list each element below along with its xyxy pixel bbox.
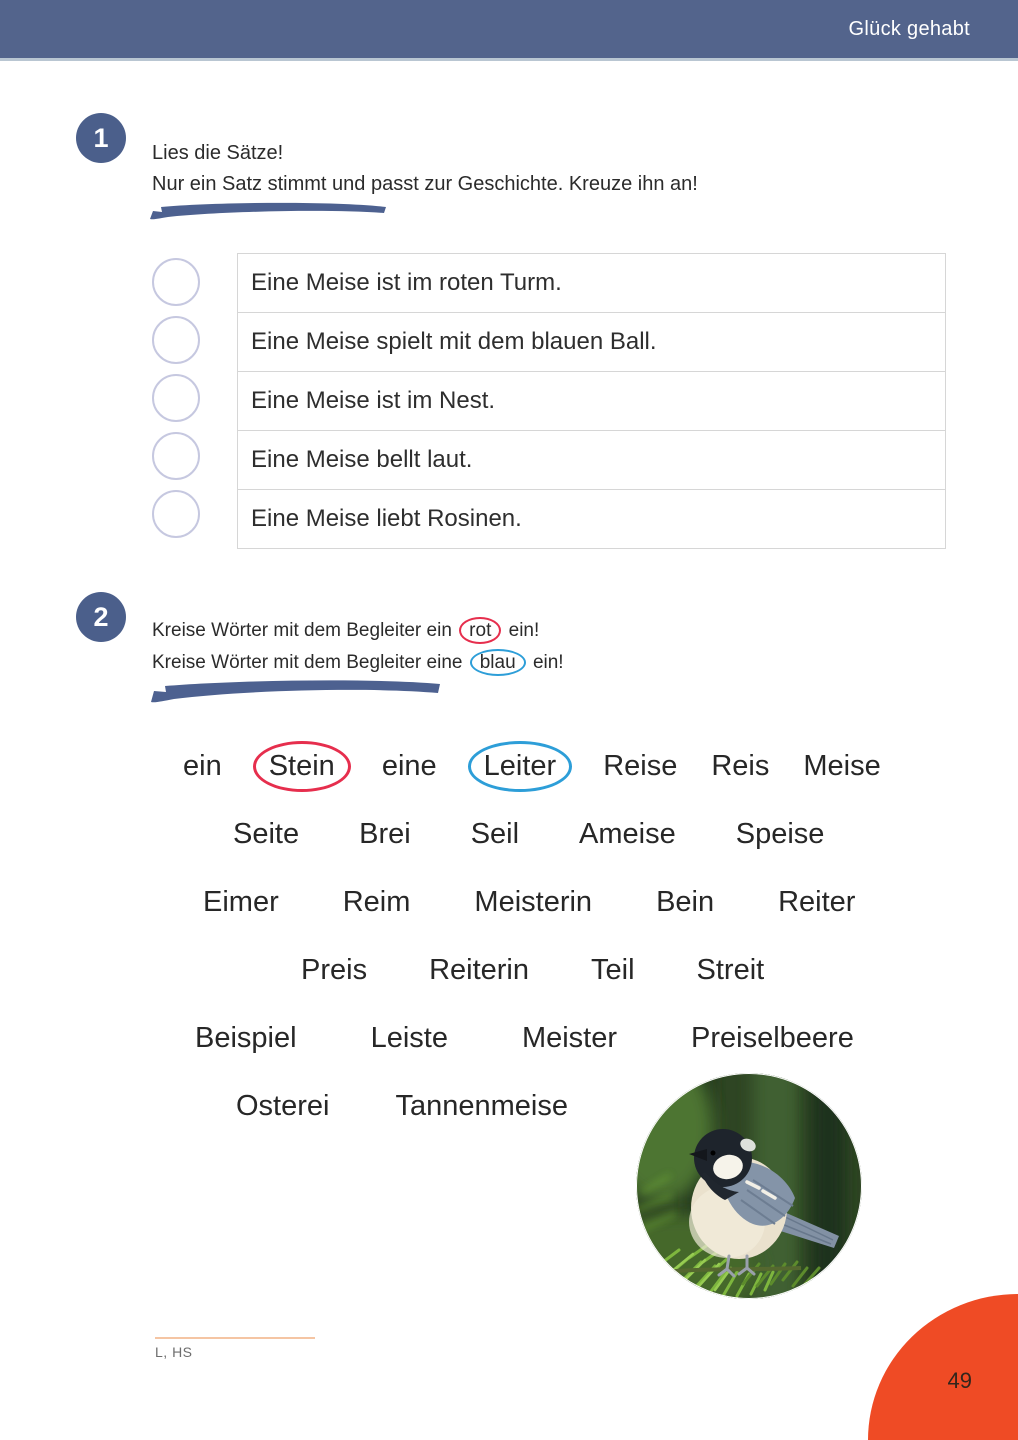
- footer-credits: L, HS: [155, 1344, 193, 1360]
- word-eine[interactable]: eine: [381, 749, 437, 782]
- task2-instruction-line1: [152, 615, 564, 647]
- answer-row: [152, 427, 200, 485]
- word-speise[interactable]: Speise: [735, 817, 825, 850]
- answer-circle-3[interactable]: [152, 432, 200, 480]
- word-stein[interactable]: Stein: [253, 741, 351, 792]
- word-teil[interactable]: Teil: [591, 953, 635, 986]
- sentence-row: [238, 371, 945, 430]
- sentence-row: [238, 312, 945, 371]
- word-row: [236, 1072, 1018, 1140]
- word-eimer[interactable]: Eimer: [203, 885, 279, 918]
- task1-instruction-line1: Lies die Sätze!: [152, 142, 284, 164]
- task2-line1-prefix: Kreise Wörter mit dem Begleiter ein: [152, 620, 452, 641]
- sentence-row: [238, 254, 945, 312]
- task1-number-badge: [76, 113, 126, 163]
- word-meisterin[interactable]: Meisterin: [474, 885, 593, 918]
- word-row: [195, 1004, 1018, 1072]
- word-bein[interactable]: Bein: [656, 885, 715, 918]
- sentence-table: [237, 253, 946, 549]
- task2-instruction-line2: [152, 647, 564, 679]
- sentence-row: [238, 430, 945, 489]
- word-preiselbeere[interactable]: Preiselbeere: [691, 1021, 854, 1054]
- sentence-row: [238, 489, 945, 548]
- task2-number: 2: [93, 601, 109, 632]
- word-reiter[interactable]: Reiter: [778, 885, 856, 918]
- word-tannenmeise[interactable]: Tannenmeise: [395, 1089, 568, 1122]
- word-reiterin[interactable]: Reiterin: [429, 953, 530, 986]
- page-header-bar: [0, 0, 1018, 61]
- task1-number: 1: [93, 122, 109, 153]
- sentence-text: Eine Meise ist im Nest.: [251, 387, 496, 414]
- page-number: 49: [947, 1368, 972, 1393]
- answer-row: [152, 253, 200, 311]
- sentence-text: Eine Meise ist im roten Turm.: [251, 269, 562, 296]
- word-seite[interactable]: Seite: [233, 817, 300, 850]
- page-corner-shape: [868, 1294, 1018, 1440]
- word-row: [233, 800, 1018, 868]
- word-row: [203, 868, 1018, 936]
- color-word-blau: blau: [470, 649, 526, 676]
- word-row: [183, 732, 1018, 800]
- answer-circle-0[interactable]: [152, 258, 200, 306]
- answer-circle-2[interactable]: [152, 374, 200, 422]
- sentence-text: Eine Meise bellt laut.: [251, 446, 473, 473]
- word-brei[interactable]: Brei: [359, 817, 411, 850]
- sentence-text: Eine Meise liebt Rosinen.: [251, 505, 522, 532]
- answer-row: [152, 485, 200, 543]
- word-leiter[interactable]: Leiter: [468, 741, 573, 792]
- coal-tit-photo: [635, 1072, 863, 1300]
- task2-line2-suffix: ein!: [532, 652, 564, 673]
- word-beispiel[interactable]: Beispiel: [195, 1021, 297, 1054]
- task1-instructions: [152, 138, 698, 200]
- color-word-rot: rot: [459, 617, 501, 644]
- sentence-text: Eine Meise spielt mit dem blauen Ball.: [251, 328, 657, 355]
- word-meister[interactable]: Meister: [521, 1021, 618, 1054]
- answer-circle-4[interactable]: [152, 490, 200, 538]
- task2-line1-suffix: ein!: [508, 620, 540, 641]
- answer-row: [152, 369, 200, 427]
- task2-instructions: [152, 615, 564, 679]
- word-ein[interactable]: ein: [183, 749, 222, 782]
- word-leiste[interactable]: Leiste: [370, 1021, 448, 1054]
- word-osterei[interactable]: Osterei: [236, 1089, 330, 1122]
- word-row: [301, 936, 1018, 1004]
- answer-circle-1[interactable]: [152, 316, 200, 364]
- word-grid: [0, 732, 1018, 1140]
- word-reis[interactable]: Reis: [711, 749, 770, 782]
- task1-answer-circles: [152, 253, 200, 543]
- brush-underline-task2: [146, 676, 446, 706]
- word-meise[interactable]: Meise: [803, 749, 881, 782]
- task1-instruction-line2: Nur ein Satz stimmt und passt zur Geschichte. Kreuze ihn an!: [152, 173, 698, 195]
- answer-row: [152, 311, 200, 369]
- task2-number-badge: [76, 592, 126, 642]
- word-reise[interactable]: Reise: [603, 749, 678, 782]
- chapter-title: Glück gehabt: [848, 17, 970, 40]
- word-seil[interactable]: Seil: [470, 817, 520, 850]
- task2-line2-prefix: Kreise Wörter mit dem Begleiter eine: [152, 652, 463, 673]
- footer-divider-line: [155, 1337, 315, 1339]
- brush-underline-task1: [146, 198, 391, 224]
- word-streit[interactable]: Streit: [696, 953, 765, 986]
- word-preis[interactable]: Preis: [301, 953, 368, 986]
- word-ameise[interactable]: Ameise: [579, 817, 676, 850]
- word-reim[interactable]: Reim: [342, 885, 411, 918]
